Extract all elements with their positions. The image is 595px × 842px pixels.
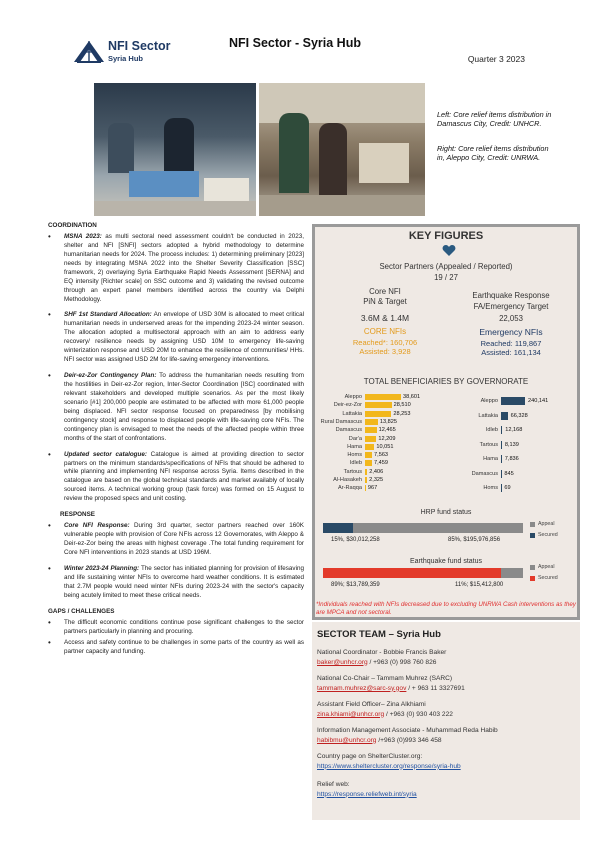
eq-value: 22,053 <box>499 314 523 323</box>
hrp-appeal-note: 85%, $195,976,856 <box>448 537 501 543</box>
coordinator-contact <box>317 648 446 667</box>
eq-appeal-segment <box>501 568 523 578</box>
core-pin-value: 3.6M & 1.4M <box>360 313 410 323</box>
response-list <box>48 522 304 601</box>
relief-web <box>317 780 417 799</box>
core-bar-row <box>313 468 383 476</box>
team-title: SECTOR TEAM – Syria Hub <box>317 629 441 640</box>
country-page-label: Country page on ShelterCluster.org: <box>317 753 423 760</box>
bar <box>365 411 391 417</box>
quarter-label: Quarter 3 2023 <box>467 54 525 64</box>
coordination-heading: COORDINATION <box>48 222 97 229</box>
hrp-legend-appeal: Appeal <box>530 521 555 527</box>
cochair-email-link[interactable]: tammam.muhrez@sarc-sy.gov <box>317 684 407 692</box>
eq-label-2: FA/Emergency Target <box>473 302 549 311</box>
bar-value-label: 967 <box>367 485 378 492</box>
relief-web-link[interactable]: https://response.reliefweb.int/syria <box>317 790 417 798</box>
item-title: Deir-ez-Zor Contingency Plan: <box>64 372 157 380</box>
photo-caption-left: Left: Core relief items distribution in Damascus City, Credit: UNHCR. <box>437 110 552 129</box>
core-pin-label-1: Core NFI <box>369 287 401 296</box>
bar <box>501 412 508 420</box>
cochair-phone: / + 963 11 3327691 <box>406 684 465 692</box>
key-figures-panel <box>312 224 580 620</box>
bar-value-label: 845 <box>504 470 514 477</box>
bar-category-label: Tartous <box>343 468 362 475</box>
bar-value-label: 7,459 <box>373 460 388 467</box>
bar-value-label: 38,601 <box>403 394 421 400</box>
item-title: Winter 2023-24 Planning: <box>64 564 140 572</box>
bar-category-label: Tartous <box>479 441 498 448</box>
hrp-secured-segment <box>323 523 353 533</box>
bar-value-label: 12,168 <box>505 427 523 433</box>
bar-category-label: Hama <box>483 456 498 462</box>
bar-category-label: Idleb <box>349 460 362 467</box>
bar-value-label: 10,051 <box>376 443 394 450</box>
im-contact <box>317 726 498 745</box>
eq-bar-row <box>465 410 528 422</box>
list-item: • Access and safety continue to be challenges in some parts of the country as well as partner capacity and funding. <box>48 639 304 657</box>
eq-nfis-label: Emergency NFIs <box>479 327 543 337</box>
item-text: as multi sectoral need assessment couldn't be conducted in 2023, shelter and NFI [SNFI] sectors adopted a hybrid methodology to determine humanitarian needs for 2024. The process includes: 1) determining preliminary [2023] needs by integrating MSNA 2022 into the Shelter Severity Classification [SSC] framework, 2) overlaying Syria Earthquake Rapid Needs Assessment [SERNA] and EQ intensity [Richter scale] on SSC outcome and 3) validating the revised outcome through an expert panel members identified across the country via Delphi Methodology. <box>64 232 304 303</box>
core-bar-row <box>313 418 397 426</box>
core-bar-row <box>313 476 383 484</box>
bar-category-label: Aleppo <box>480 398 498 404</box>
photo-aleppo-distribution <box>259 83 425 216</box>
coordinator-email-link[interactable]: baker@unhcr.org <box>317 658 368 666</box>
core-bar-row <box>313 410 410 418</box>
list-item <box>48 372 304 444</box>
bar-category-label: Ar-Raqqa <box>338 485 362 492</box>
im-email-link[interactable]: habibmu@unhcr.org <box>317 736 377 744</box>
core-bar-row <box>313 401 411 409</box>
bar-category-label: Idleb <box>485 427 498 433</box>
cochair-contact <box>317 674 465 693</box>
nfi-sector-logo <box>72 36 184 66</box>
core-nfis-label: CORE NFIs <box>363 327 407 336</box>
bar <box>365 460 372 466</box>
eq-fund-title: Earthquake fund status <box>410 558 482 565</box>
core-bar-row <box>313 484 377 492</box>
bar-value-label: 12,209 <box>378 435 396 442</box>
bar-category-label: Al-Hasakeh <box>333 477 362 483</box>
country-page-link[interactable]: https://www.sheltercluster.org/response/syria-hub <box>317 762 461 770</box>
eq-appeal-note: 11%; $15,412,800 <box>455 582 504 588</box>
assistant-phone: / +963 (0) 930 403 222 <box>384 710 453 718</box>
assistant-name: Assistant Field Officer– Zina Alkhiami <box>317 701 426 708</box>
partners-label: Sector Partners (Appealed / Reported) <box>379 262 513 271</box>
bar-category-label: Hama <box>347 443 362 450</box>
bar-value-label: 240,141 <box>528 398 549 404</box>
hrp-appeal-segment <box>353 523 523 533</box>
core-reached: Reached*: 160,706 <box>352 338 418 347</box>
bar-value-label: 7,563 <box>374 452 389 459</box>
item-text: The sector has initiated planning for provision of lifesaving and life sustaining winter NFIs to overcome hard weather conditions. It is estimated that 2.7M people would need winter NFIs during 2023-24 with the sector's capacity being acutely limited to meet these critical needs. <box>64 564 304 599</box>
core-bar-row <box>313 443 393 451</box>
logo-title: NFI Sector <box>108 39 171 53</box>
im-phone: /+963 (0)993 346 458 <box>376 736 442 744</box>
response-heading: RESPONSE <box>60 511 95 519</box>
tent-logo-icon <box>72 38 106 64</box>
partners-value: 19 / 27 <box>434 273 458 282</box>
core-pin-label-2: PiN & Target <box>363 297 407 306</box>
assistant-email-link[interactable]: zina.khiami@unhcr.org <box>317 710 385 718</box>
eq-bar-row <box>465 439 519 451</box>
bar-category-label: Dar'a <box>348 435 362 442</box>
eq-label-1: Earthquake Response <box>472 291 550 300</box>
photo-damascus-distribution <box>94 83 256 216</box>
bar-category-label: Damascus <box>335 427 362 434</box>
item-text: To address the humanitarian needs resulting from the hostilities in Deir-ez-Zor region, Inter-Sector Coordination [ISC] coordinated with relevant stakeholders and developed multiple scenarios. As per the most likely scenario [#1] 200,000 people are estimated to be affected with more 61,000 people being displaced. NFI sector response focused on preparedness [by mobilising contingency stock] and response to displaced people with life-saving core NFIs. The contingency plan is envisaged to meet the needs of the affected people within three months of the start of confrontations. <box>64 372 304 442</box>
item-title: Updated sector catalogue: <box>64 450 147 458</box>
item-text: During 3rd quarter, sector partners reached over 160K vulnerable people with provision of Core NFIs across 12 Governorates, with Aleppo & Deir-ez-Zor being the areas with highest coverage .The total funding requirement for Core NFI interventions in 2023 stands at USD 196M. <box>64 522 304 556</box>
eq-bar-row <box>465 395 548 407</box>
page-title: NFI Sector - Syria Hub <box>229 36 361 50</box>
bar-value-label: 2,325 <box>369 477 384 483</box>
assistant-contact <box>317 700 453 719</box>
coordinator-name: National Coordinator - Bobbie Francis Baker <box>317 649 447 656</box>
bar-value-label: 13,825 <box>379 418 397 425</box>
item-text: An envelope of USD 30M is allocated to meet critical humanitarian needs in underserved areas for the impending 2023-24 winter season. The allocation adopted a multisectoral approach with an aim to address early recovery/ resilience needs by assigning USD 10M to emergency life-saving winterization response and USD 20M to enhance the resilience of communities/ HHs. NFI sector was assigned USD 2M for life-saving emergency interventions. <box>64 311 304 364</box>
bar-category-label: Aleppo <box>344 394 362 400</box>
bar <box>365 444 374 450</box>
bar-value-label: 28,510 <box>393 402 411 409</box>
core-bar-row <box>313 426 396 434</box>
photo-caption-right: Right: Core relief items distribution in, Aleppo City, Credit: UNRWA. <box>437 144 549 163</box>
list-item: • The difficult economic conditions continue pose significant challenges to the sector partners particularly in planning and procuring. <box>48 619 304 637</box>
hrp-secured-note: 15%, $30,012,258 <box>331 537 380 543</box>
bar-value-label: 66,328 <box>510 412 528 419</box>
core-bar-row <box>313 435 395 443</box>
bar-value-label: 2,406 <box>369 468 384 475</box>
coordination-list <box>48 233 304 504</box>
bar <box>365 427 377 433</box>
core-bar-row <box>313 451 388 459</box>
item-title: SHF 1st Standard Allocation: <box>64 311 152 319</box>
eq-bar-row <box>465 453 519 465</box>
eq-legend-appeal: Appeal <box>530 564 555 570</box>
bar-value-label: 12,465 <box>378 427 396 434</box>
im-name: Information Management Associate - Muhammad Reda Habib <box>317 727 498 734</box>
bar <box>365 402 392 408</box>
footnote: *Individuals reached with NFIs decreased due to excluding UNRWA Cash interventions as they are MPCA and not sectoral. <box>316 601 576 617</box>
eq-assisted: Assisted: 161,134 <box>481 348 541 357</box>
gaps-list <box>48 619 304 658</box>
eq-fund-bar <box>323 568 523 578</box>
bar <box>365 436 376 442</box>
bar-category-label: Damascus <box>471 470 498 477</box>
heart-hand-icon <box>442 244 456 257</box>
beneficiaries-title: TOTAL BENEFICIARIES BY GOVERNORATE <box>363 377 529 386</box>
relief-web-label: Relief web: <box>317 781 350 788</box>
eq-secured-segment <box>323 568 501 578</box>
hrp-legend-secured: Secured <box>530 532 558 538</box>
bar-category-label: Homs <box>483 485 498 491</box>
bar-category-label: Lattakia <box>342 410 362 417</box>
eq-reached: Reached: 119,867 <box>480 339 542 348</box>
bar-category-label: Deir-ez-Zor <box>333 402 362 409</box>
sector-team-panel <box>312 622 580 820</box>
bar-category-label: Homs <box>347 452 362 459</box>
list-item <box>48 233 304 305</box>
hrp-fund-title: HRP fund status <box>420 509 472 516</box>
bar <box>365 452 372 458</box>
list-item <box>48 565 304 601</box>
item-title: Core NFI Response: <box>64 522 130 530</box>
eq-bar-row <box>465 424 522 436</box>
eq-bar-row <box>465 482 511 494</box>
narrative-column <box>48 222 304 660</box>
eq-bar-row <box>465 468 514 480</box>
bar <box>365 419 378 425</box>
core-bar-row <box>313 459 388 467</box>
bar <box>501 397 525 405</box>
key-figures-title: KEY FIGURES <box>408 230 484 242</box>
core-bar-row <box>313 393 420 401</box>
bar <box>365 394 401 400</box>
bar-value-label: 7,836 <box>504 456 519 462</box>
list-item <box>48 311 304 365</box>
gaps-heading: GAPS / CHALLENGES <box>48 607 115 615</box>
item-text: Catalogue is aimed at providing direction to sector partners on the minimum standards/specifications of NFIs that should be adhered to while planning and implementing NFI response across Syria. Items described in the catalogue are based on the global technical standards and market availably of locally sourced items. A technical working group (task force) was formed on 15 August to review the proposed specs and unit costing. <box>64 450 304 503</box>
country-page <box>317 752 461 771</box>
item-title: MSNA 2023: <box>64 232 102 240</box>
coordinator-phone: / +963 (0) 998 760 826 <box>367 658 437 666</box>
eq-legend-secured: Secured <box>530 575 558 581</box>
eq-secured-note: 89%; $13,789,359 <box>331 582 380 588</box>
bar-category-label: Rural Damascus <box>320 418 362 425</box>
bar-value-label: 28,253 <box>393 410 411 417</box>
hrp-fund-bar <box>323 523 523 533</box>
logo-subtitle: Syria Hub <box>108 54 144 63</box>
list-item <box>48 522 304 558</box>
bar-value-label: 8,139 <box>504 441 519 448</box>
list-item <box>48 451 304 505</box>
core-assisted: Assisted: 3,928 <box>359 347 411 356</box>
bar-value-label: 69 <box>504 485 511 491</box>
bar-category-label: Lattakia <box>478 412 498 419</box>
cochair-name: National Co-Chair – Tammam Muhrez (SARC) <box>317 675 453 682</box>
